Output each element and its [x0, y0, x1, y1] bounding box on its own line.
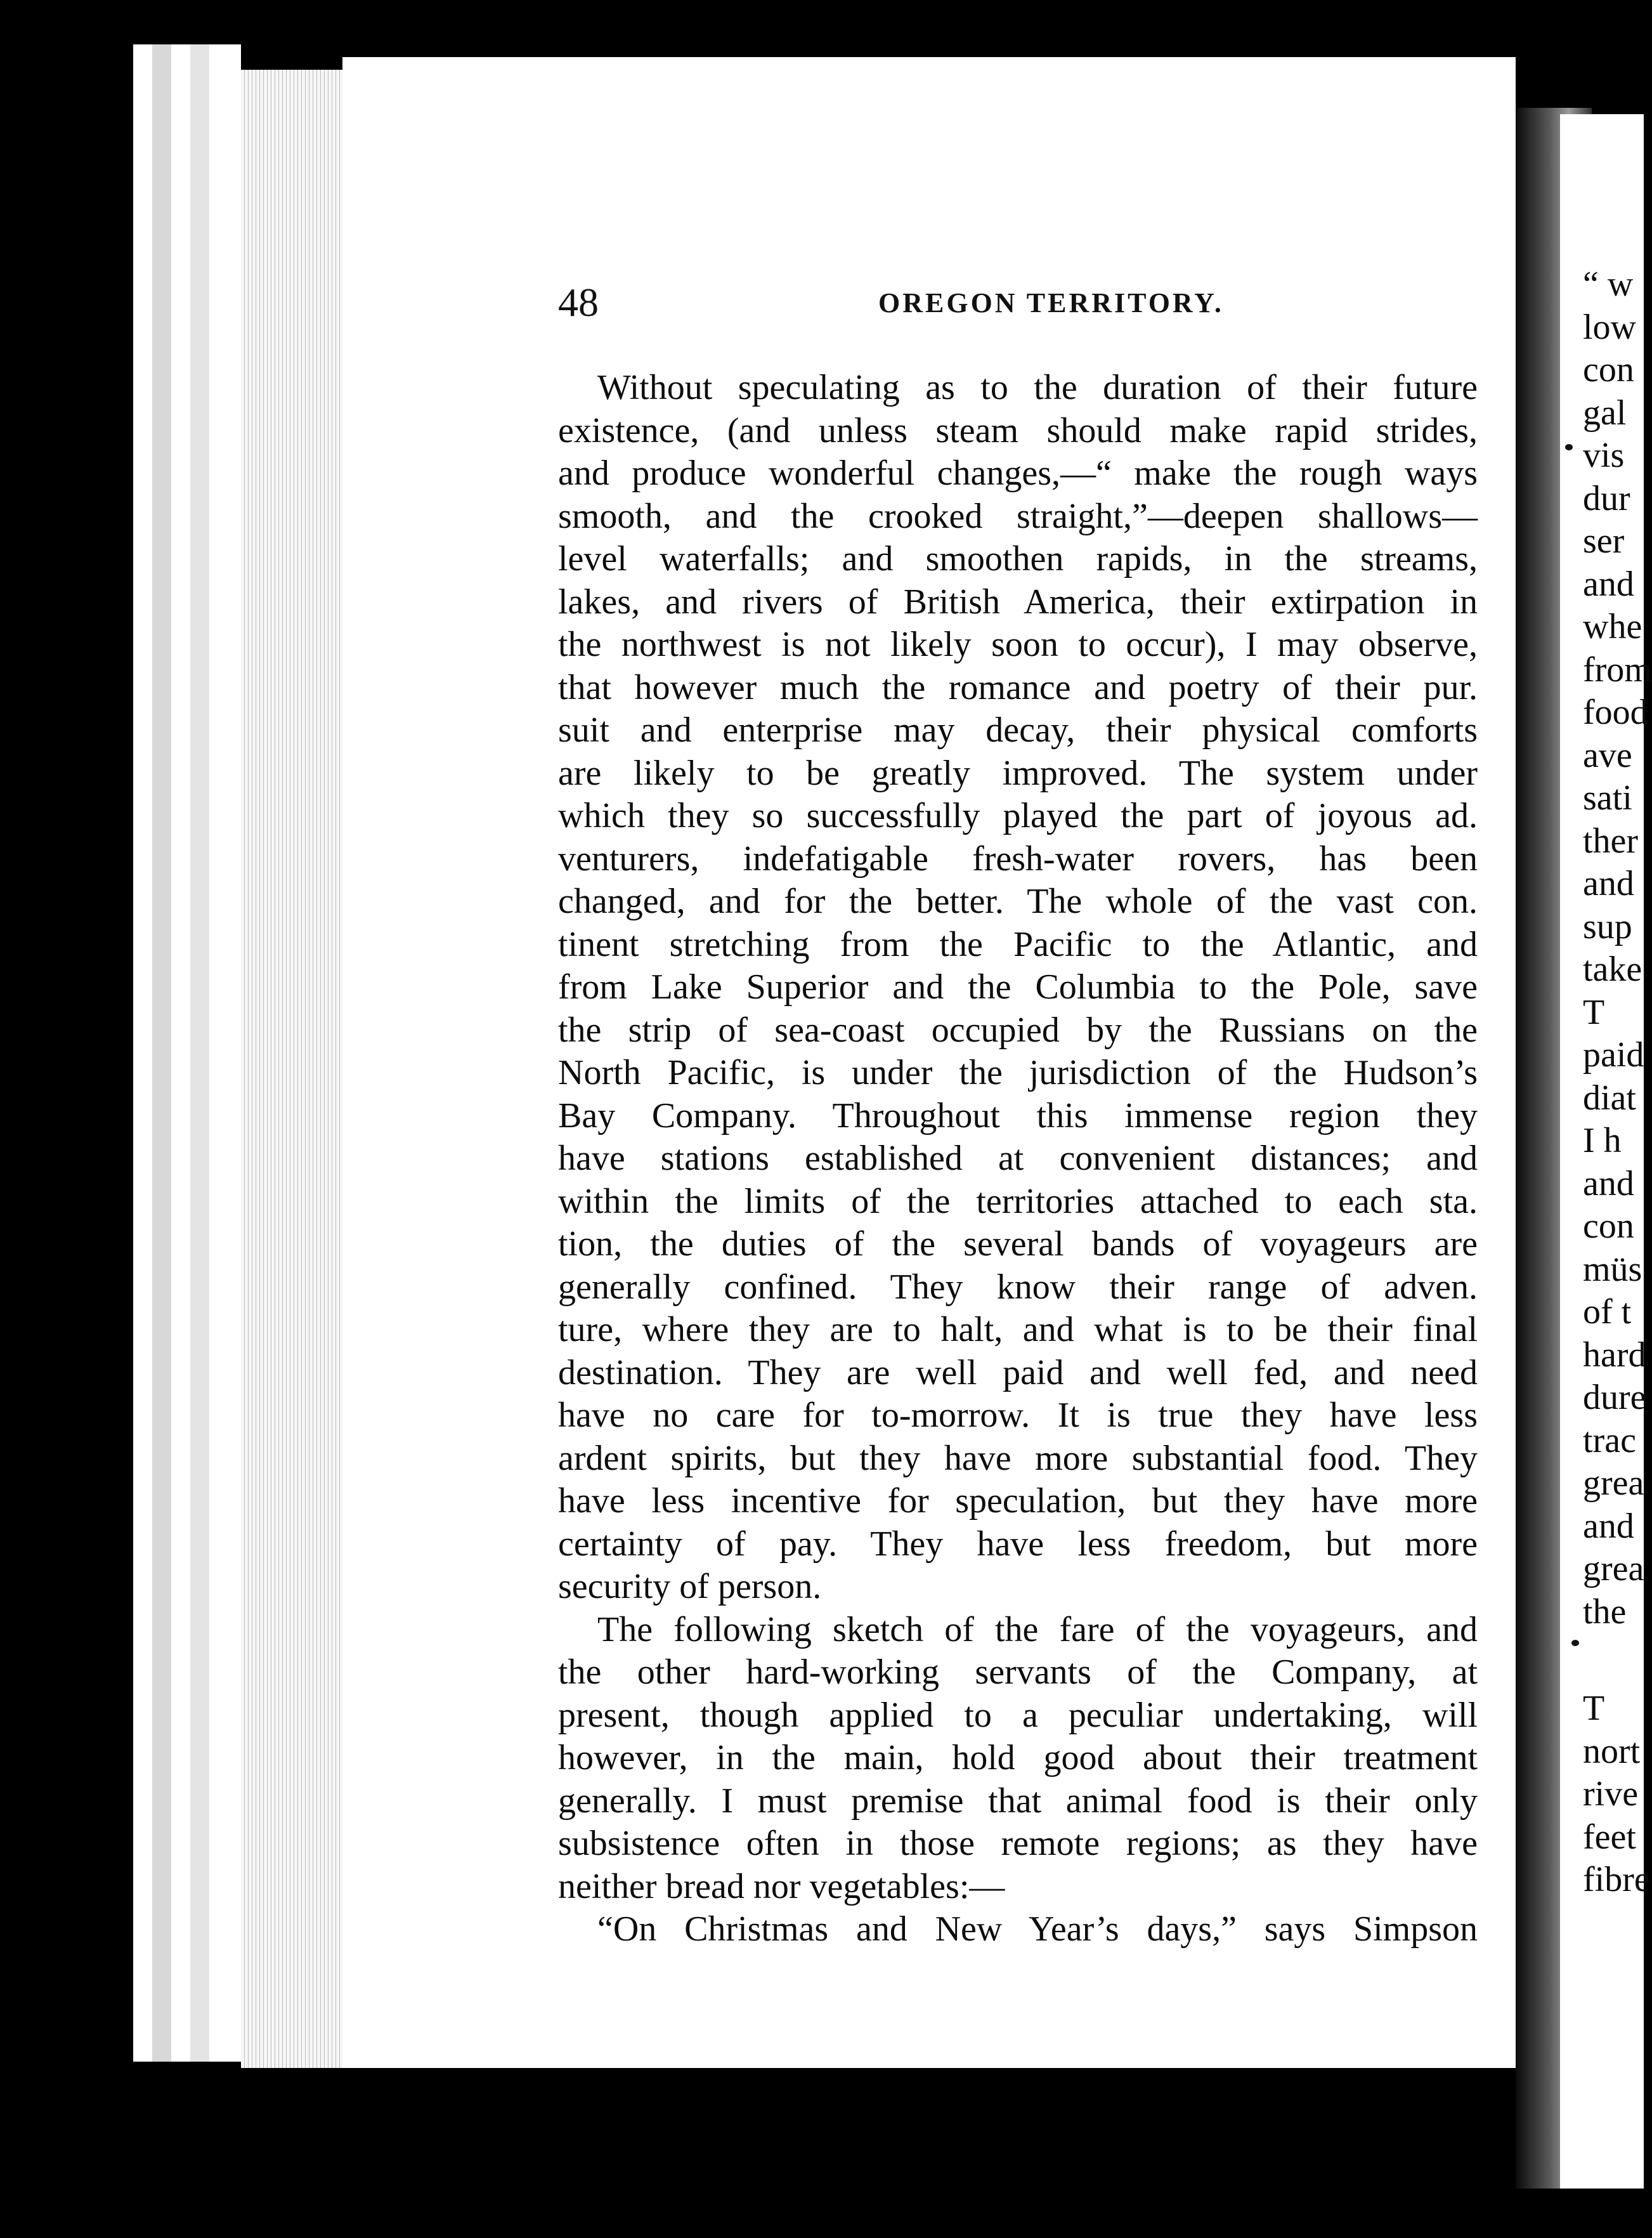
- text-line: within the limits of the territories attached to each sta.: [558, 1181, 1478, 1221]
- facing-text-fragment: vis: [1583, 436, 1625, 475]
- facing-text-fragment: con: [1583, 1207, 1634, 1246]
- text-line: that however much the romance and poetry of their pur.: [558, 667, 1478, 707]
- book-edge-stripe: [209, 44, 241, 2062]
- text-line: certainty of pay. They have less freedom, but more: [558, 1524, 1478, 1564]
- facing-text-fragment: feet: [1583, 1817, 1636, 1857]
- text-line: level waterfalls; and smoothen rapids, in the streams,: [558, 539, 1478, 579]
- facing-text-fragment: dure: [1583, 1378, 1646, 1417]
- facing-text-fragment: fibre: [1583, 1860, 1650, 1899]
- text-line: have stations established at convenient distances; and: [558, 1139, 1478, 1178]
- running-title: OREGON TERRITORY.: [878, 287, 1224, 318]
- text-line: which they so successfully played the part of joyous ad.: [558, 796, 1478, 835]
- facing-text-fragment: sup: [1583, 906, 1632, 946]
- text-line: “On Christmas and New Year’s days,” says Simpson: [597, 1909, 1478, 1949]
- page-body-text: [558, 367, 1478, 1991]
- facing-page: [1560, 114, 1652, 2189]
- facing-text-fragment: paid: [1583, 1035, 1644, 1075]
- facing-text-fragment: T: [1583, 992, 1605, 1032]
- facing-text-fragment: whe: [1583, 607, 1642, 646]
- page-number: 48: [558, 280, 599, 325]
- facing-text-fragment: grea: [1583, 1549, 1644, 1588]
- facing-text-fragment: the: [1583, 1592, 1627, 1632]
- facing-text-fragment: con: [1583, 350, 1634, 389]
- text-line: and produce wonderful changes,—“ make the rough ways: [558, 454, 1478, 493]
- text-line: the northwest is not likely soon to occur), I may observe,: [558, 625, 1478, 664]
- text-line: security of person.: [558, 1567, 822, 1606]
- text-line: the strip of sea-coast occupied by the Russians on the: [558, 1010, 1478, 1050]
- text-line: venturers, indefatigable fresh-water rovers, has been: [558, 839, 1478, 879]
- text-line: the other hard-working servants of the Company, at: [558, 1652, 1478, 1692]
- facing-text-fragment: ave: [1583, 735, 1632, 775]
- facing-text-fragment: nort: [1583, 1731, 1641, 1771]
- text-line: The following sketch of the fare of the voyageurs, and: [597, 1609, 1478, 1649]
- facing-text-fragment: dur: [1583, 478, 1630, 518]
- text-line: lakes, and rivers of British America, their extirpation in: [558, 582, 1478, 622]
- running-head: [558, 279, 1446, 343]
- text-line: Bay Company. Throughout this immense region they: [558, 1096, 1478, 1135]
- book-edge-stripe: [133, 44, 152, 2062]
- facing-text-fragment: gal: [1583, 393, 1627, 433]
- facing-text-fragment: food: [1583, 693, 1648, 732]
- text-line: have less incentive for speculation, but they have more: [558, 1481, 1478, 1521]
- facing-text-fragment: low: [1583, 307, 1636, 347]
- book-edge-stripe: [190, 44, 209, 2062]
- facing-text-fragment: müs: [1583, 1249, 1642, 1289]
- text-line: have no care for to-morrow. It is true they have less: [558, 1396, 1478, 1435]
- facing-text-fragment: and: [1583, 1506, 1634, 1546]
- text-line: are likely to be greatly improved. The system under: [558, 753, 1478, 793]
- text-line: generally confined. They know their range of adven.: [558, 1267, 1478, 1307]
- text-line: suit and enterprise may decay, their physical comforts: [558, 710, 1478, 750]
- text-line: present, though applied to a peculiar undertaking, will: [558, 1695, 1478, 1735]
- facing-text-fragment: T: [1583, 1689, 1605, 1728]
- text-line: changed, and for the better. The whole of the vast con.: [558, 882, 1478, 921]
- facing-text-fragment: diat: [1583, 1078, 1636, 1118]
- facing-text-fragment: “ w: [1583, 265, 1634, 304]
- facing-text-fragment: ther: [1583, 821, 1639, 861]
- facing-text-fragment: rive: [1583, 1774, 1639, 1814]
- facing-text-fragment: I h: [1583, 1121, 1622, 1160]
- text-line: tion, the duties of the several bands of voyageurs are: [558, 1224, 1478, 1264]
- text-line: existence, (and unless steam should make rapid strides,: [558, 410, 1478, 450]
- facing-text-fragment: and: [1583, 1163, 1634, 1203]
- facing-text-fragment: hard: [1583, 1335, 1646, 1375]
- facing-text-fragment: and: [1583, 564, 1634, 604]
- text-line: ardent spirits, but they have more substantial food. They: [558, 1438, 1478, 1478]
- facing-text-fragment: and: [1583, 864, 1634, 903]
- text-line: North Pacific, is under the jurisdiction of the Hudson’s: [558, 1053, 1478, 1092]
- facing-text-fragment: sati: [1583, 778, 1632, 818]
- text-line: smooth, and the crooked straight,”—deepen shallows—: [558, 496, 1478, 536]
- facing-text-fragment: trac: [1583, 1420, 1636, 1460]
- ink-speck: [1571, 1640, 1579, 1646]
- text-line: Without speculating as to the duration of their future: [597, 368, 1478, 407]
- book-edge-stripe: [171, 44, 190, 2062]
- text-line: neither bread nor vegetables:—: [558, 1866, 1005, 1906]
- facing-text-fragment: from: [1583, 650, 1652, 690]
- book-edge-stripe: [152, 44, 171, 2062]
- text-line: destination. They are well paid and well fed, and need: [558, 1352, 1478, 1392]
- text-line: ture, where they are to halt, and what is to be their final: [558, 1310, 1478, 1349]
- facing-text-fragment: ser: [1583, 521, 1625, 561]
- ink-speck: [1565, 444, 1573, 450]
- facing-text-fragment: take: [1583, 950, 1642, 989]
- text-line: however, in the main, hold good about their treatment: [558, 1738, 1478, 1777]
- stacked-page-edges: [241, 70, 355, 2068]
- text-line: subsistence often in those remote regions; as they have: [558, 1824, 1478, 1863]
- text-line: generally. I must premise that animal food is their only: [558, 1781, 1478, 1821]
- text-line: from Lake Superior and the Columbia to the Pole, save: [558, 967, 1478, 1007]
- facing-text-fragment: of t: [1583, 1292, 1632, 1332]
- facing-text-fragment: grea: [1583, 1463, 1644, 1503]
- text-line: tinent stretching from the Pacific to the Atlantic, and: [558, 924, 1478, 964]
